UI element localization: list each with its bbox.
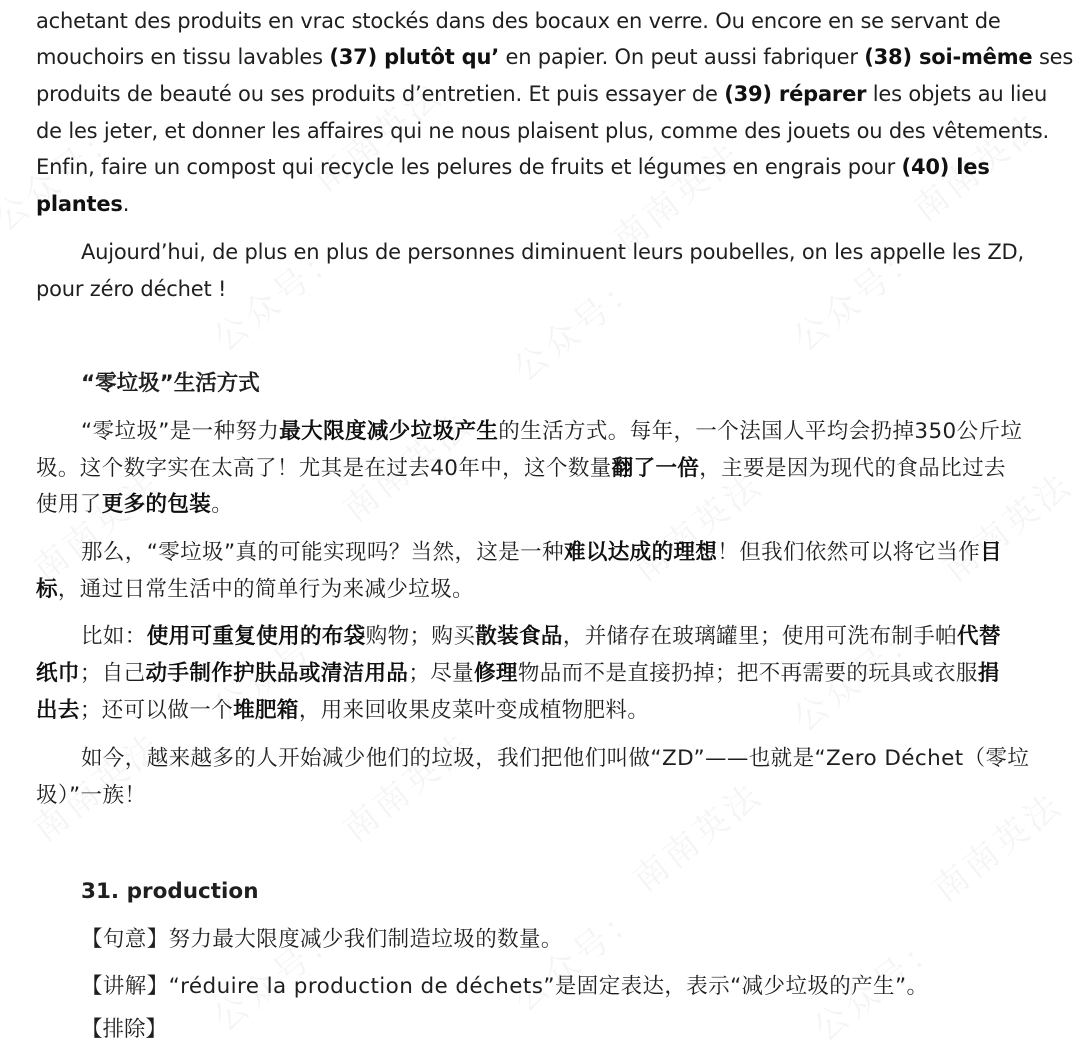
answer-37: (37) plutôt qu’ [329, 45, 500, 69]
text-line: 标，通过日常生活中的简单行为来减少垃圾。 [36, 577, 475, 602]
text-line: Enfin, faire un compost qui recycle les pelures de fruits et légumes en engrais pour (40) les [36, 155, 990, 179]
section-title: “零垃圾”生活方式 [81, 371, 260, 396]
text-line: 纸巾；自己动手制作护肤品或清洁用品；尽量修理物品而不是直接扔掉；把不再需要的玩具或衣服捐 [36, 661, 1000, 686]
watermark [921, 778, 1071, 910]
vocab-meaning: 【句意】努力最大限度减少我们制造垃圾的数量。 [81, 927, 563, 952]
text-line: 圾）”一族！ [36, 783, 147, 808]
watermark [331, 718, 481, 850]
text-line: achetant des produits en vrac stockés dans des bocaux en verre. Ou encore en se servant de [36, 9, 1001, 33]
text-line: “零垃圾”是一种努力最大限度减少垃圾产生的生活方式。每年，一个法国人平均会扔掉350公斤垃 [81, 419, 1023, 444]
text-line: de les jeter, et donner les affaires qui ne nous plaisent plus, comme des jouets ou des vêtements. [36, 119, 1049, 143]
answer-40: (40) les [901, 155, 990, 179]
text-line: mouchoirs en tissu lavables (37) plutôt qu’ en papier. On peut aussi fabriquer (38) soi-même ses [36, 45, 1074, 69]
answer-40-continued: plantes [36, 192, 123, 216]
answer-39: (39) réparer [724, 82, 867, 106]
text-line: 比如：使用可重复使用的布袋购物；购买散装食品，并储存在玻璃罐里；使用可洗布制手帕代替 [81, 624, 1001, 649]
vocab-heading: 31. production [81, 879, 259, 904]
text-line: produits de beauté ou ses produits d’entretien. Et puis essayer de (39) réparer les objets au lieu [36, 82, 1048, 106]
text-line: pour zéro déchet ! [36, 277, 227, 301]
text-line: 圾。这个数字实在太高了！尤其是在过去40年中，这个数量翻了一倍，主要是因为现代的食品比过去 [36, 456, 1006, 481]
watermark [501, 258, 651, 390]
vocab-next-clipped: 【排除】 [81, 1017, 168, 1042]
text-line: plantes. [36, 192, 130, 216]
text-line: 那么，“零垃圾”真的可能实现吗？当然，这是一种难以达成的理想！但我们依然可以将它当作目 [81, 540, 1003, 565]
text-line: Aujourd’hui, de plus en plus de personnes diminuent leurs poubelles, on les appelle les ZD, [81, 240, 1024, 264]
text-line: 使用了更多的包装。 [36, 492, 234, 517]
watermark [621, 768, 771, 900]
answer-38: (38) soi-même [864, 45, 1033, 69]
text-line: 出去；还可以做一个堆肥箱，用来回收果皮菜叶变成植物肥料。 [36, 698, 650, 723]
text-line: 如今，越来越多的人开始减少他们的垃圾，我们把他们叫做“ZD”——也就是“Zero Déchet（零垃 [81, 746, 1030, 771]
vocab-explanation-line: 【讲解】“réduire la production de déchets”是固定表达，表示“减少垃圾的产生”。 [81, 974, 929, 999]
